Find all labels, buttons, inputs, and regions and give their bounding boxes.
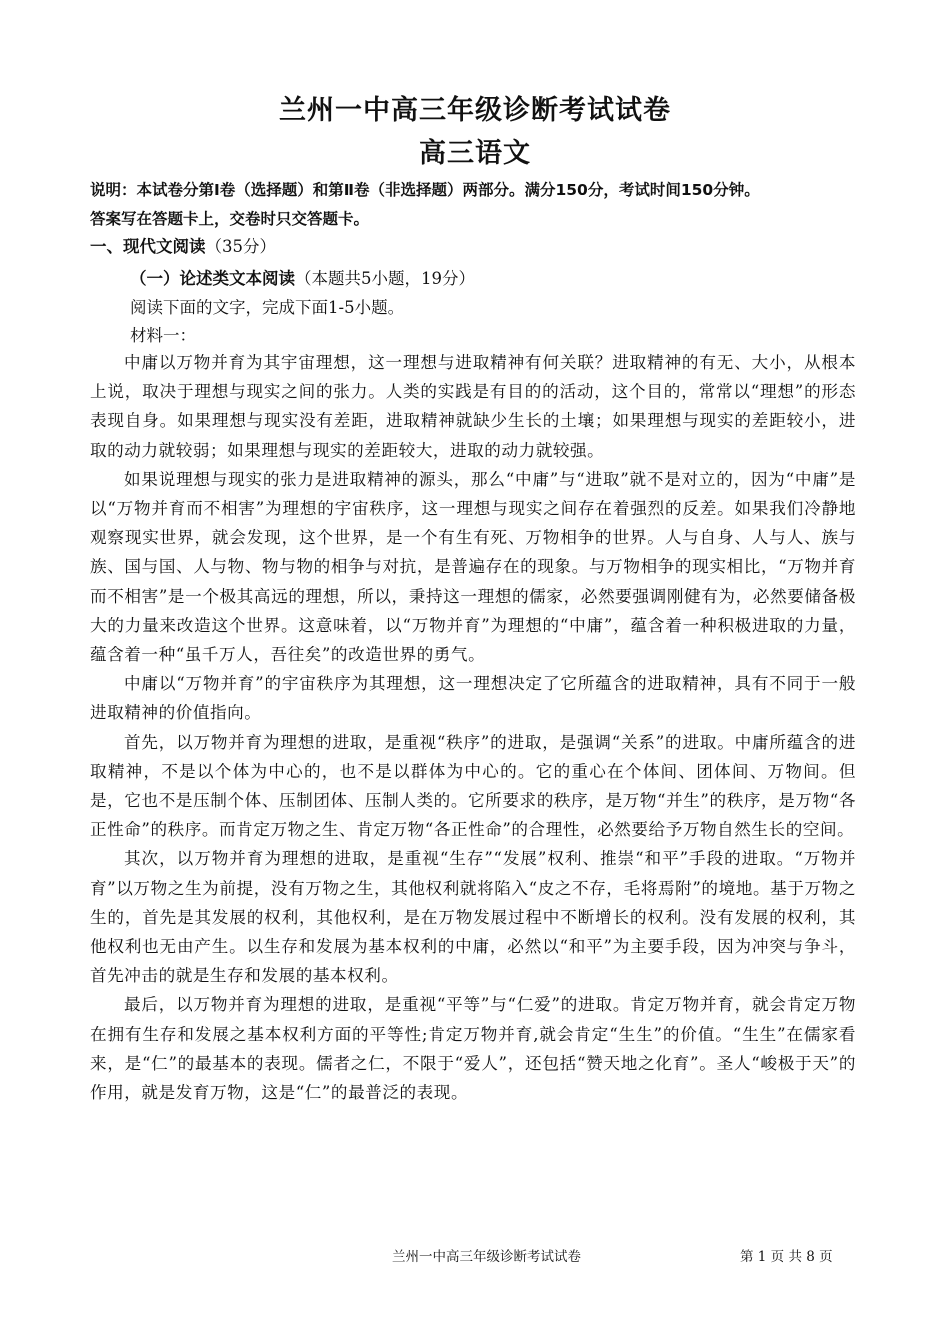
exam-subtitle: 高三语文 bbox=[419, 138, 531, 169]
footer-page-number: 第 1 页 共 8 页 bbox=[740, 1249, 833, 1265]
passage-paragraph: 中庸以“万物并育”的宇宙秩序为其理想，这一理想决定了它所蕴含的进取精神，具有不同于一般进取精神的价值指向。 bbox=[90, 674, 856, 723]
footer-exam-name: 兰州一中高三年级诊断考试试卷 bbox=[392, 1249, 581, 1265]
subsection-points: （本题共5小题，19分） bbox=[295, 269, 475, 288]
instructions-line-2: 答案写在答题卡上，交卷时只交答题卡。 bbox=[90, 210, 370, 228]
passage-paragraph: 最后，以万物并育为理想的进取，是重视“平等”与“仁爱”的进取。肯定万物并育，就会肯定万物在拥有生存和发展之基本权利方面的平等性;肯定万物并育,就会肯定“生生”的价值。“生生”在儒家看来，是“仁”的最基本的表现。儒者之仁，不限于“爱人”，还包括“赞天地之化育”。圣人“峻极于天”的作用，就是发育万物，这是“仁”的最普泛的表现。 bbox=[90, 995, 856, 1103]
passage-body bbox=[90, 348, 856, 1107]
subsection-label: （一）论述类文本阅读 bbox=[130, 269, 295, 288]
subsection-heading bbox=[130, 265, 475, 289]
material-label: 材料一： bbox=[130, 326, 196, 345]
passage-paragraph: 首先，以万物并育为理想的进取，是重视“秩序”的进取，是强调“关系”的进取。中庸所蕴含的进取精神，不是以个体为中心的，也不是以群体为中心的。它的重心在个体间、团体间、万物间。但是，它也不是压制个体、压制团体、压制人类的。它所要求的秩序，是万物“并生”的秩序，是万物“各正性命”的秩序。而肯定万物之生、肯定万物“各正性命”的合理性，必然要给予万物自然生长的空间。 bbox=[90, 732, 856, 840]
section-points: （35分） bbox=[205, 237, 276, 256]
section-heading bbox=[90, 233, 276, 257]
reading-prompt: 阅读下面的文字，完成下面1-5小题。 bbox=[130, 298, 405, 317]
passage-paragraph: 如果说理想与现实的张力是进取精神的源头，那么“中庸”与“进取”就不是对立的，因为“中庸”是以“万物并育而不相害”为理想的宇宙秩序，这一理想与现实之间存在着强烈的反差。如果我们冷静地观察现实世界，就会发现，这个世界，是一个有生有死、万物相争的世界。人与自身、人与人、族与族、国与国、人与物、物与物的相争与对抗，是普遍存在的现象。与万物相争的现实相比，“万物并育而不相害”是一个极其高远的理想，所以，秉持这一理想的儒家，必然要强调刚健有为，必然要储备极大的力量来改造这个世界。这意味着，以“万物并育”为理想的“中庸”，蕴含着一种积极进取的力量，蕴含着一种“虽千万人，吾往矣”的改造世界的勇气。 bbox=[90, 469, 856, 665]
passage-paragraph: 中庸以万物并育为其宇宙理想，这一理想与进取精神有何关联？进取精神的有无、大小，从根本上说，取决于理想与现实之间的张力。人类的实践是有目的的活动，这个目的，常常以“理想”的形态表现自身。如果理想与现实没有差距，进取精神就缺少生长的土壤；如果理想与现实的差距较小，进取的动力就较弱；如果理想与现实的差距较大，进取的动力就较强。 bbox=[90, 353, 856, 460]
instructions-line-1: 说明：本试卷分第Ⅰ卷（选择题）和第Ⅱ卷（非选择题）两部分。满分150分，考试时间150分钟。 bbox=[90, 181, 760, 199]
exam-title: 兰州一中高三年级诊断考试试卷 bbox=[279, 95, 671, 126]
section-label: 一、现代文阅读 bbox=[90, 237, 206, 256]
passage-paragraph: 其次，以万物并育为理想的进取，是重视“生存”“发展”权利、推崇“和平”手段的进取。“万物并育”以万物之生为前提，没有万物之生，其他权利就将陷入“皮之不存，毛将焉附”的境地。基于万物之生的，首先是其发展的权利，其他权利，是在万物发展过程中不断增长的权利。没有发展的权利，其他权利也无由产生。以生存和发展为基本权利的中庸，必然以“和平”为主要手段，因为冲突与争斗，首先冲击的就是生存和发展的基本权利。 bbox=[90, 849, 856, 986]
